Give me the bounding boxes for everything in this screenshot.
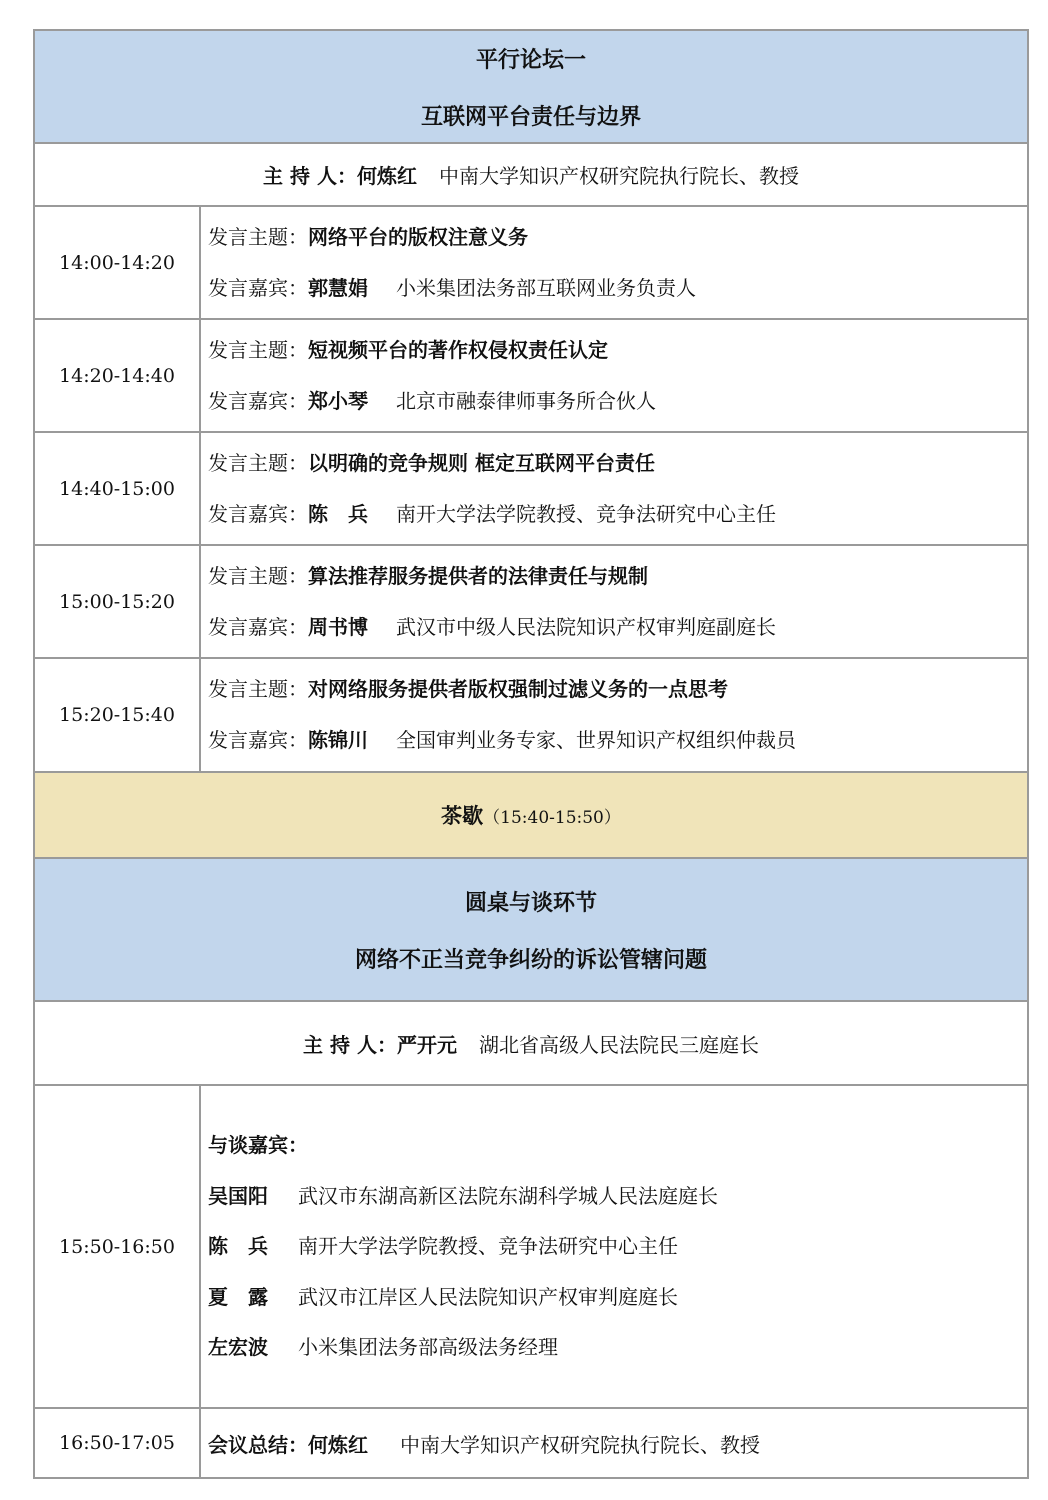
talk-row xyxy=(34,206,1028,319)
topic-label: 发言主题： xyxy=(208,337,308,362)
talk-row xyxy=(34,658,1028,772)
speaker-label: 发言嘉宾： xyxy=(208,614,308,639)
talk-topic: 算法推荐服务提供者的法律责任与规制 xyxy=(308,563,648,588)
speaker-name: 周书博 xyxy=(308,614,368,639)
host-title: 中南大学知识产权研究院执行院长、教授 xyxy=(438,164,799,188)
summary-row xyxy=(34,1408,1028,1478)
tea-break-row xyxy=(34,772,1028,858)
roundtable-guests xyxy=(200,1085,1028,1408)
talk-row xyxy=(34,432,1028,545)
tea-break-time: （15:40-15:50） xyxy=(483,808,621,828)
guests-label: 与谈嘉宾： xyxy=(208,1133,308,1158)
roundtable-title: 圆桌与谈环节 xyxy=(465,889,598,916)
guest-affiliation: 武汉市东湖高新区法院东湖科学城人民法庭庭长 xyxy=(298,1183,718,1208)
roundtable-header-row xyxy=(34,858,1028,1001)
talk-topic: 以明确的竞争规则 框定互联网平台责任 xyxy=(308,450,655,475)
host-title: 湖北省高级人民法院民三庭庭长 xyxy=(478,1032,759,1057)
tea-break-label: 茶歇 xyxy=(441,803,484,828)
talk-details xyxy=(200,432,1028,545)
speaker-name: 郑小琴 xyxy=(308,388,368,413)
guest-item xyxy=(208,1171,1027,1222)
speaker-label: 发言嘉宾： xyxy=(208,388,308,413)
summary-name: 何炼红 xyxy=(308,1432,368,1457)
speaker-affiliation: 小米集团法务部互联网业务负责人 xyxy=(396,275,696,300)
guest-item xyxy=(208,1272,1027,1323)
speaker-affiliation: 北京市融泰律师事务所合伙人 xyxy=(396,388,656,413)
guest-affiliation: 小米集团法务部高级法务经理 xyxy=(298,1335,558,1360)
speaker-name: 陈 兵 xyxy=(308,501,368,526)
roundtable-time: 15:50-16:50 xyxy=(34,1085,200,1408)
speaker-affiliation: 武汉市中级人民法院知识产权审判庭副庭长 xyxy=(396,614,776,639)
talk-time: 14:20-14:40 xyxy=(34,319,200,432)
talk-topic: 网络平台的版权注意义务 xyxy=(308,224,528,249)
topic-label: 发言主题： xyxy=(208,450,308,475)
summary-time: 16:50-17:05 xyxy=(34,1408,200,1478)
guest-item xyxy=(208,1322,1027,1373)
summary-details xyxy=(200,1408,1028,1478)
guest-item xyxy=(208,1221,1027,1272)
talk-row xyxy=(34,319,1028,432)
talk-details xyxy=(200,206,1028,319)
forum1-host xyxy=(34,143,1028,206)
forum1-header-row xyxy=(34,30,1028,143)
speaker-name: 陈锦川 xyxy=(308,728,368,752)
topic-label: 发言主题： xyxy=(208,224,308,249)
guest-name: 夏 露 xyxy=(208,1284,268,1309)
talk-details xyxy=(200,319,1028,432)
guest-name: 左宏波 xyxy=(208,1335,268,1360)
talk-details xyxy=(200,545,1028,658)
forum1-host-row xyxy=(34,143,1028,206)
talk-topic: 短视频平台的著作权侵权责任认定 xyxy=(308,337,608,362)
talk-time: 14:00-14:20 xyxy=(34,206,200,319)
speaker-name: 郭慧娟 xyxy=(308,275,368,300)
host-label: 主 持 人： xyxy=(263,164,357,188)
tea-break xyxy=(34,772,1028,858)
talk-time: 15:20-15:40 xyxy=(34,658,200,772)
forum1-header xyxy=(34,30,1028,143)
speaker-label: 发言嘉宾： xyxy=(208,728,308,752)
speaker-label: 发言嘉宾： xyxy=(208,275,308,300)
speaker-affiliation: 全国审判业务专家、世界知识产权组织仲裁员 xyxy=(396,728,796,752)
roundtable-guests-row xyxy=(34,1085,1028,1408)
host-name: 何炼红 xyxy=(356,164,417,188)
host-label: 主 持 人： xyxy=(303,1032,397,1057)
summary-label: 会议总结： xyxy=(208,1432,308,1457)
talk-topic: 对网络服务提供者版权强制过滤义务的一点思考 xyxy=(308,677,728,701)
talk-details xyxy=(200,658,1028,772)
talk-row xyxy=(34,545,1028,658)
forum1-title: 平行论坛一 xyxy=(476,46,587,73)
summary-title: 中南大学知识产权研究院执行院长、教授 xyxy=(400,1432,760,1457)
speaker-affiliation: 南开大学法学院教授、竞争法研究中心主任 xyxy=(396,501,776,526)
guest-name: 吴国阳 xyxy=(208,1183,268,1208)
agenda-sheet xyxy=(33,29,1027,1479)
roundtable-host xyxy=(34,1001,1028,1085)
guest-affiliation: 南开大学法学院教授、竞争法研究中心主任 xyxy=(298,1234,678,1259)
forum1-subtitle: 互联网平台责任与边界 xyxy=(421,103,642,130)
host-name: 严开元 xyxy=(396,1032,457,1057)
topic-label: 发言主题： xyxy=(208,563,308,588)
speaker-label: 发言嘉宾： xyxy=(208,501,308,526)
topic-label: 发言主题： xyxy=(208,677,308,701)
guest-affiliation: 武汉市江岸区人民法院知识产权审判庭庭长 xyxy=(298,1284,678,1309)
guest-name: 陈 兵 xyxy=(208,1234,268,1259)
roundtable-host-row xyxy=(34,1001,1028,1085)
roundtable-header xyxy=(34,858,1028,1001)
talk-time: 15:00-15:20 xyxy=(34,545,200,658)
roundtable-subtitle: 网络不正当竞争纠纷的诉讼管辖问题 xyxy=(355,946,708,973)
talk-time: 14:40-15:00 xyxy=(34,432,200,545)
agenda-table xyxy=(33,29,1029,1479)
